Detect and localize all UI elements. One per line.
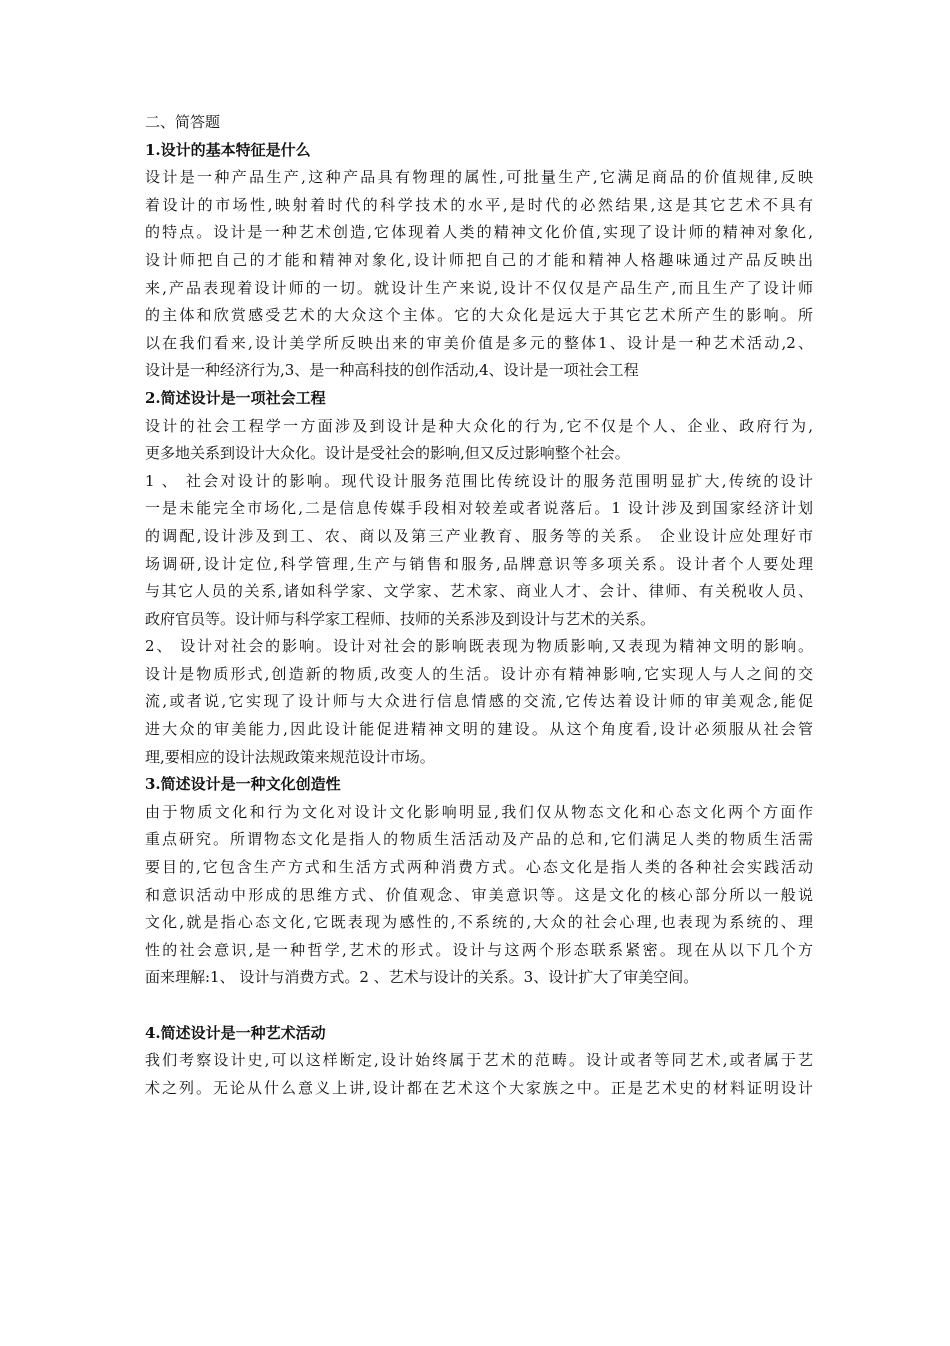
paragraph-line: 进大众的审美能力,因此设计能促进精神文明的建设。从这个角度看,设计必须服从社会管 <box>145 720 813 739</box>
question-4-heading: 4.简述设计是一种艺术活动 <box>145 1023 326 1042</box>
paragraph-line: 设计是一种产品生产,这种产品具有物理的属性,可批量生产,它满足商品的价值规律,反映 <box>145 168 813 187</box>
paragraph-line: 要目的,它包含生产方式和生活方式两种消费方式。心态文化是指人类的各种社会实践活动 <box>145 858 813 877</box>
paragraph-line: 性的社会意识,是一种哲学,艺术的形式。设计与这两个形态联系紧密。现在从以下几个方 <box>145 940 813 959</box>
paragraph-line: 设计的社会工程学一方面涉及到设计是种大众化的行为,它不仅是个人、企业、政府行为, <box>145 416 813 435</box>
paragraph-line: 着设计的市场性,映射着时代的科学技术的水平,是时代的必然结果,这是其它艺术不具有 <box>145 195 813 214</box>
paragraph-line: 和意识活动中形成的思维方式、价值观念、审美意识等。这是文化的核心部分所以一般说 <box>145 885 813 904</box>
paragraph-line: 术之列。无论从什么意义上讲,设计都在艺术这个大家族之中。正是艺术史的材料证明设计 <box>145 1078 813 1097</box>
paragraph-line: 的调配,设计涉及到工、农、商以及第三产业教育、服务等的关系。 企业设计应处理好市 <box>145 526 813 545</box>
paragraph-line: 与其它人员的关系,诸如科学家、文学家、艺术家、商业人才、会计、律师、有关税收人员、 <box>145 582 813 601</box>
question-2-heading: 2.简述设计是一项社会工程 <box>145 388 326 407</box>
paragraph-line: 2、 设计对社会的影响。设计对社会的影响既表现为物质影响,又表现为精神文明的影响。 <box>145 637 813 656</box>
paragraph-line: 场调研,设计定位,科学管理,生产与销售和服务,品牌意识等多项关系。设计者个人要处理 <box>145 554 813 573</box>
paragraph-line: 一是未能完全市场化,二是信息传媒手段相对较差或者说落后。1 设计涉及到国家经济计划 <box>145 499 813 518</box>
paragraph-line: 面来理解:1、 设计与消费方式。2 、艺术与设计的关系。3、设计扩大了审美空间。 <box>145 968 699 987</box>
paragraph-line: 来,产品表现着设计师的一切。就设计生产来说,设计不仅仅是产品生产,而且生产了设计师 <box>145 278 813 297</box>
paragraph-line: 1 、 社会对设计的影响。现代设计服务范围比传统设计的服务范围明显扩大,传统的设计 <box>145 471 813 490</box>
paragraph-line: 理,要相应的设计法规政策来规范设计市场。 <box>145 747 435 766</box>
paragraph-line: 以在我们看来,设计美学所反映出来的审美价值是多元的整体1、设计是一种艺术活动,2、 <box>145 333 813 352</box>
document-body <box>145 109 813 1102</box>
paragraph-line: 的主体和欣赏感受艺术的大众这个主体。它的大众化是远大于其它艺术所产生的影响。所 <box>145 306 813 325</box>
paragraph-line: 我们考察设计史,可以这样断定,设计始终属于艺术的范畴。设计或者等同艺术,或者属于艺 <box>145 1051 813 1070</box>
paragraph-line: 设计是一种经济行为,3、是一种高科技的创作活动,4、设计是一项社会工程 <box>145 361 639 380</box>
paragraph-line: 设计师把自己的才能和精神对象化,设计师把自己的才能和精神人格趣味通过产品反映出 <box>145 250 813 269</box>
paragraph-line: 流,或者说,它实现了设计师与大众进行信息情感的交流,它传达着设计师的审美观念,能促 <box>145 692 813 711</box>
paragraph-line: 设计是物质形式,创造新的物质,改变人的生活。设计亦有精神影响,它实现人与人之间的交 <box>145 664 813 683</box>
paragraph-line: 文化,就是指心态文化,它既表现为感性的,不系统的,大众的社会心理,也表现为系统的、理 <box>145 913 813 932</box>
blank-line <box>145 992 813 1020</box>
paragraph-line: 重点研究。所谓物态文化是指人的物质生活活动及产品的总和,它们满足人类的物质生活需 <box>145 830 813 849</box>
paragraph-line: 更多地关系到设计大众化。设计是受社会的影响,但又反过影响整个社会。 <box>145 444 630 463</box>
paragraph-line: 的特点。设计是一种艺术创造,它体现着人类的精神文化价值,实现了设计师的精神对象化, <box>145 223 813 242</box>
question-3-heading: 3.简述设计是一种文化创造性 <box>145 775 341 794</box>
question-1-heading: 1.设计的基本特征是什么 <box>145 140 311 159</box>
paragraph-line: 政府官员等。设计师与科学家工程师、技师的关系涉及到设计与艺术的关系。 <box>145 609 656 628</box>
paragraph-line: 由于物质文化和行为文化对设计文化影响明显,我们仅从物态文化和心态文化两个方面作 <box>145 802 813 821</box>
section-title: 二、简答题 <box>145 113 221 131</box>
